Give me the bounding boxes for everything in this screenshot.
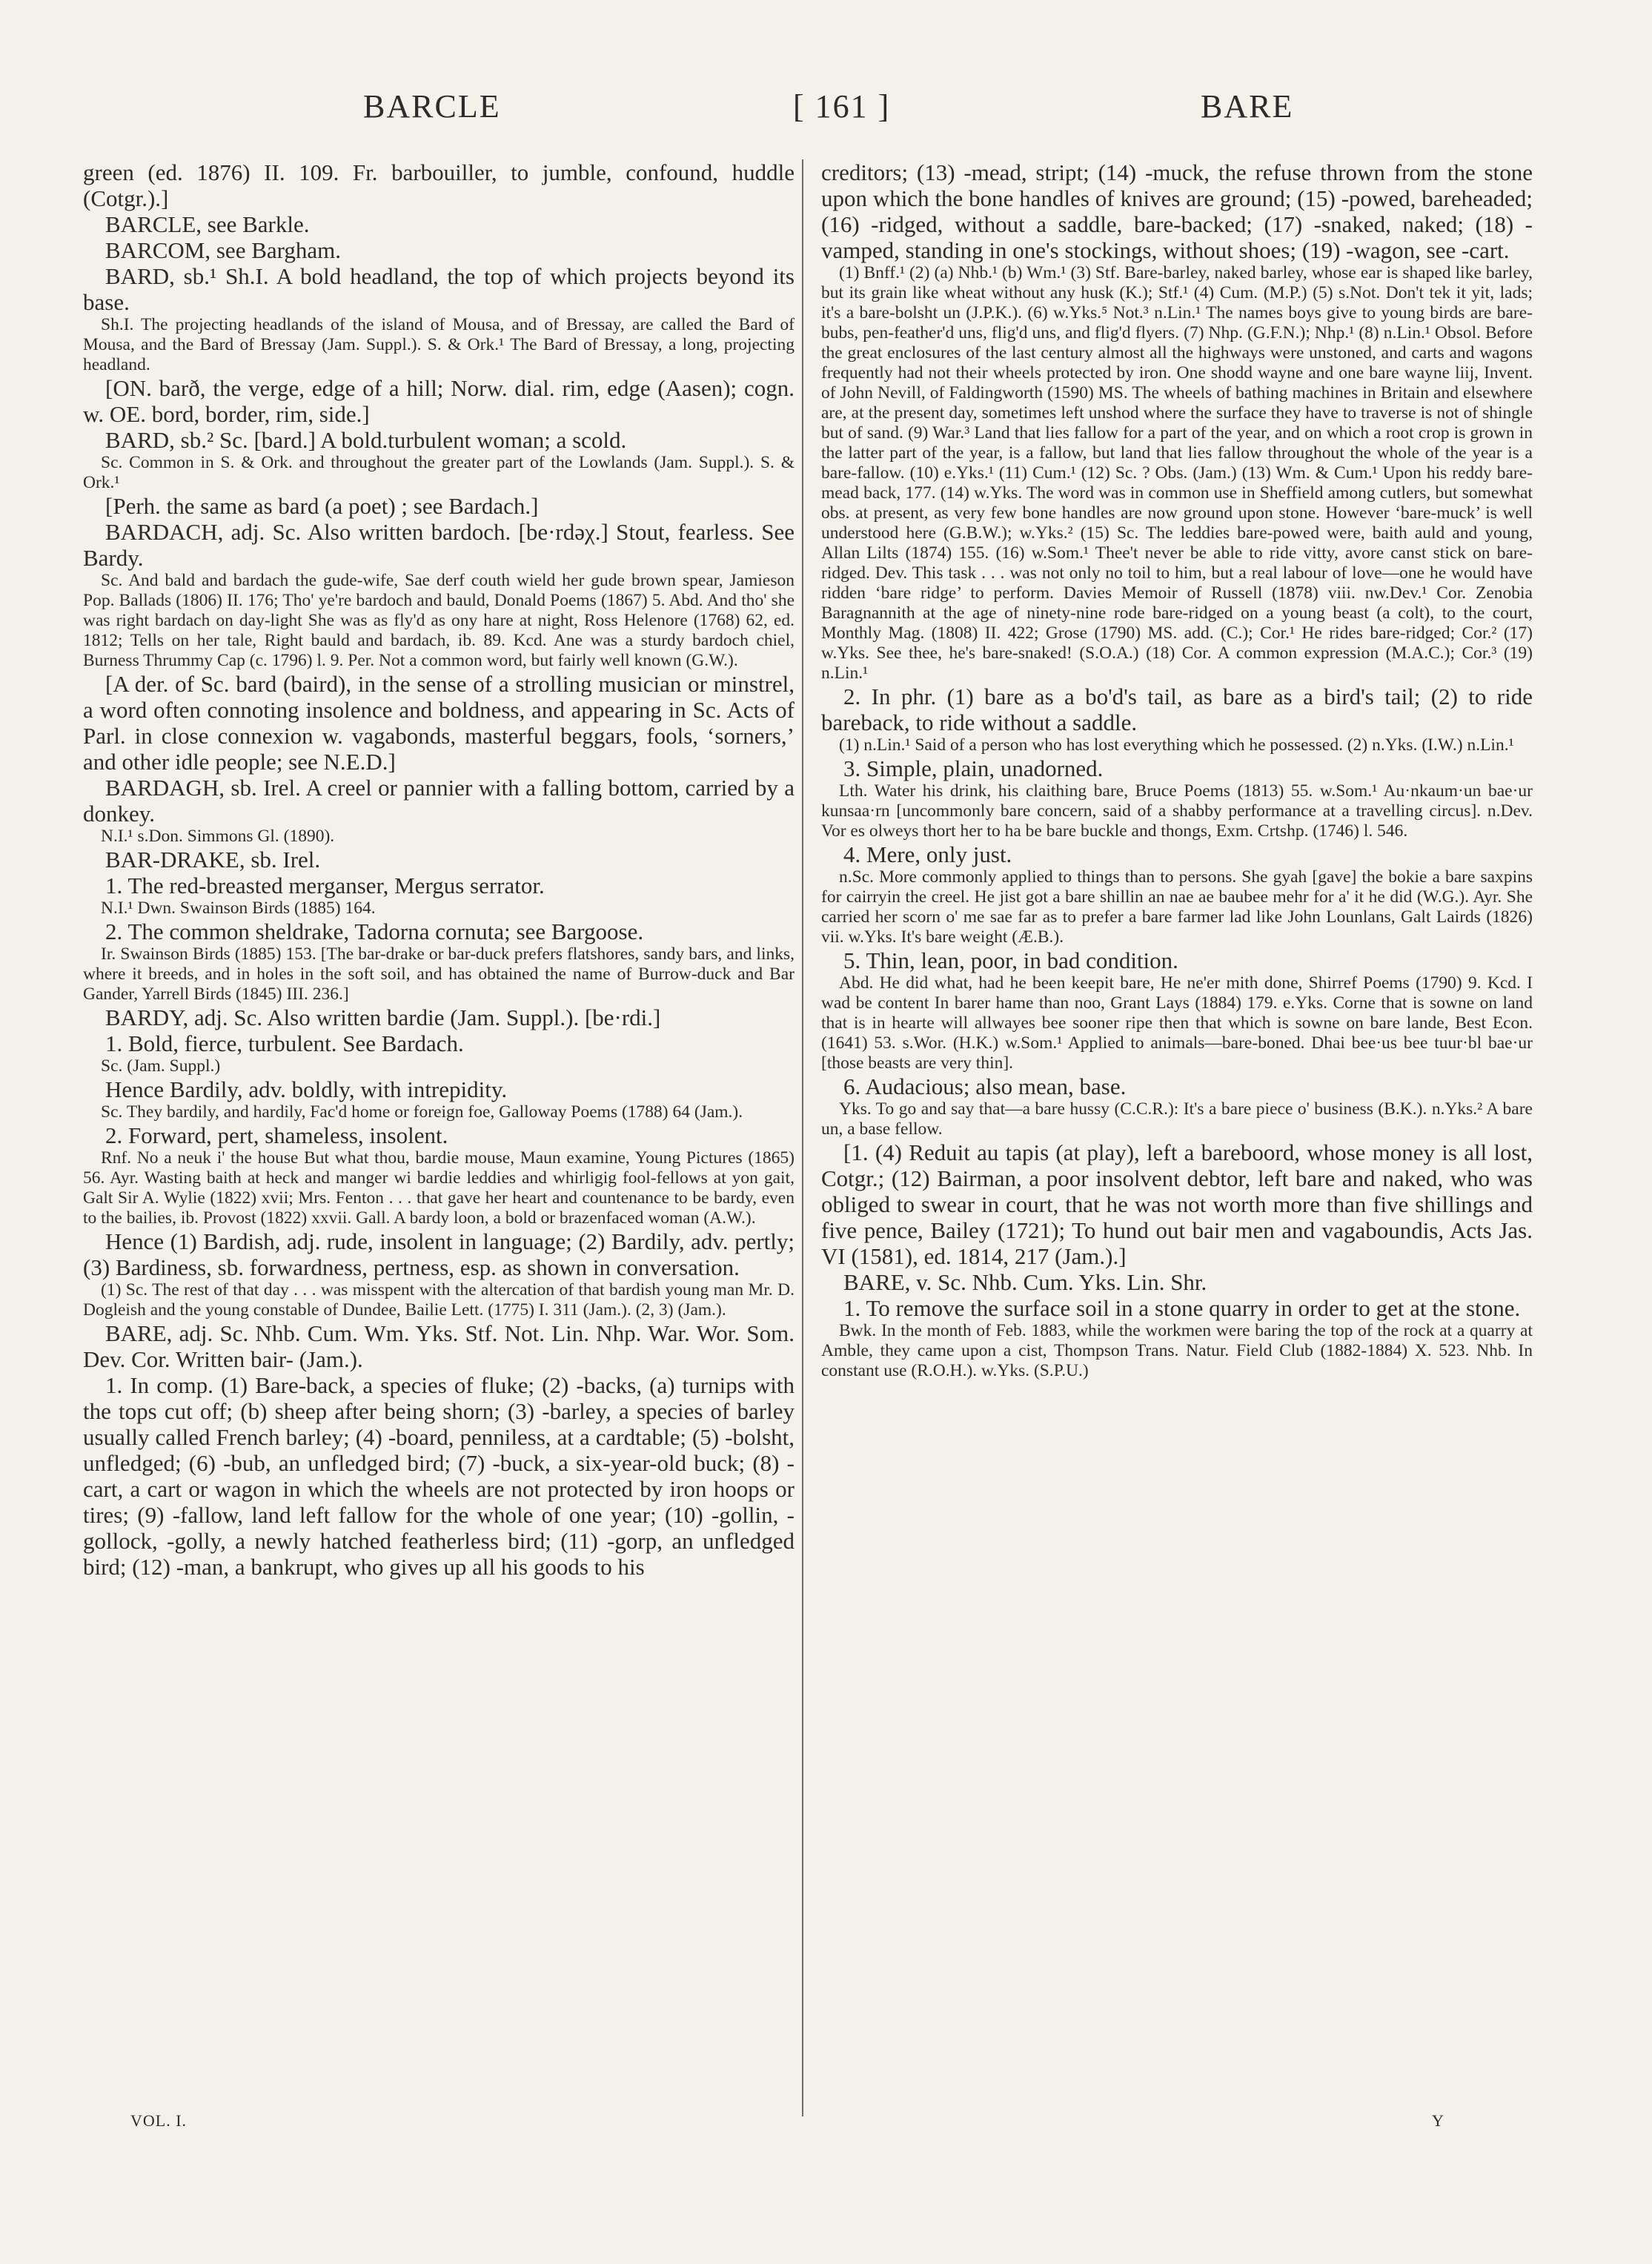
citation-paragraph: Rnf. No a neuk i' the house But what thou, bardie mouse, Maun examine, Young Pictures (1865) 56. Ayr. Wasting baith at heck and manger wi bardie leddies and whirligig fool-fellows at yon gait, Galt Sir A. Wylie (1822) xvii; Mrs. Fenton . . . that gave her heart and countenance to be bardy, even to the bailies, ib. Provost (1822) xxvii. Gall. A bardy loon, a bold or brazenfaced woman (A.W.). (83, 1148, 795, 1228)
citation-paragraph: Sh.I. The projecting headlands of the island of Mousa, and of Bressay, are called the Bard of Mousa, and the Bard of Bressay (Jam. Suppl.). S. & Ork.¹ The Bard of Bressay, a long, projecting headland. (83, 315, 795, 374)
citation-paragraph: (1) n.Lin.¹ Said of a person who has lost everything which he possessed. (2) n.Yks. (I.W.) n.Lin.¹ (839, 735, 1514, 755)
citation-paragraph: Sc. And bald and bardach the gude-wife, Sae derf couth wield her gude brown spear, Jamieson Pop. Ballads (1806) II. 176; Tho' ye're bardoch and bauld, Donald Poems (1867) 5. Abd. And tho' she was right bardach on day-light She was as fly'd as ony hare at night, Ross Helenore (1768) 62, ed. 1812; Tells on her tale, Right bauld and bardach, ib. 89. Kcd. Ane was a sturdy bardoch chiel, Burness Thrummy Cap (c. 1796) l. 9. Per. Not a common word, but fairly well known (G.W.). (83, 571, 795, 670)
right-column (821, 159, 1533, 2102)
entry-paragraph: [Perh. the same as bard (a poet) ; see Bardach.] (105, 493, 539, 519)
citation-paragraph: Abd. He did what, had he been keepit bare, He ne'er mith done, Shirref Poems (1790) 9. Kcd. I wad be content In barer hame than noo, Grant Lays (1884) 179. e.Yks. Corne that is sowne on land that is in hearte will allwayes bee sooner ripe then that which is sowne on bare lande, Best Econ. (1641) 53. s.Wor. (H.K.) w.Som.¹ Applied to animals—bare-boned. Dhai bee·us bee tuur·bl bae·ur [those beasts are very thin]. (821, 973, 1533, 1073)
entry-paragraph: BARD, sb.¹ Sh.I. A bold headland, the top of which projects beyond its base. (83, 263, 795, 315)
entry-paragraph: 2. In phr. (1) bare as a bo'd's tail, as bare as a bird's tail; (2) to ride bareback, to ride without a saddle. (821, 683, 1533, 735)
entry-paragraph: 1. Bold, fierce, turbulent. See Bardach. (105, 1030, 464, 1056)
left-column (83, 159, 795, 2102)
signature-mark: Y (1432, 2111, 1444, 2130)
entry-paragraph: 3. Simple, plain, unadorned. (843, 755, 1104, 781)
entry-paragraph: BARCLE, see Barkle. (105, 211, 310, 237)
citation-paragraph: (1) Bnff.¹ (2) (a) Nhb.¹ (b) Wm.¹ (3) Stf. Bare-barley, naked barley, whose ear is shaped like barley, but its grain like wheat without any husk (K.); Stf.¹ (4) Cum. (M.P.) (5) s.Not. Don't tek it yit, lads; it's a bare-bolsht un (J.P.K.). (6) w.Yks.⁵ Not.³ n.Lin.¹ The names boys give to young birds are bare-bubs, pen-feather'd uns, flig'd uns, and flig'd flyers. (7) Nhp. (G.F.N.); Nhp.¹ (8) n.Lin.¹ Obsol. Before the great enclosures of the last century almost all the highways were unstoned, and carts and wagons frequently had not their wheels protected by iron. One shodd wayne and one bare wayne liij, Invent. of John Nevill, of Faldingworth (1590) MS. The wheels of bathing machines in Britain and elsewhere are, at the present day, sometimes left unshod where the surface they have to traverse is not of shingle but of sand. (9) War.³ Land that lies fallow for a part of the year, and on which a root crop is grown in the latter part of the year, is a fallow, but land that lies fallow throughout the whole of the year is a bare-fallow. (10) e.Yks.¹ (11) Cum.¹ (12) Sc. ? Obs. (Jam.) (13) Wm. & Cum.¹ Upon his reddy bare-mead back, 177. (14) w.Yks. The word was in common use in Sheffield among cutlers, but somewhat obs. at present, as very few bone handles are now ground upon stone. However ‘bare-muck’ is well understood here (G.B.W.); w.Yks.² (15) Sc. The leddies bare-powed were, baith auld and young, Allan Lilts (1874) 155. (16) w.Som.¹ Thee't never be able to ride vitty, avore canst stick on bare-ridged. Dev. This task . . . was not only no toil to him, but a real labour of love—one he would have ridden ‘bare ridge’ to perform. Davies Memoir of Russell (1878) viii. nw.Dev.¹ Cor. Zenobia Baragnannith at the age of ninety-nine rode bare-ridged on a young beast (a colt), to the court, Monthly Mag. (1808) II. 422; Grose (1790) MS. add. (C.); Cor.¹ He rides bare-ridged; Cor.² (17) w.Yks. See thee, he's bare-snaked! (S.O.A.) (18) Cor. A common expression (M.A.C.); Cor.³ (19) n.Lin.¹ (821, 263, 1533, 683)
citation-paragraph: n.Sc. More commonly applied to things than to persons. She gyah [gave] the bokie a bare saxpins for cairryin the creel. He jist got a bare shillin an nae ae baubee mehr for a' it he did (W.G.). Ayr. She carried her scorn o' me sae far as to prefer a bare farmer lad like John Lounlans, Galt Lairds (1826) vii. w.Yks. It's bare weight (Æ.B.). (821, 867, 1533, 947)
entry-paragraph: 2. Forward, pert, shameless, insolent. (105, 1122, 448, 1148)
entry-paragraph: BARDACH, adj. Sc. Also written bardoch. [be·rdəχ.] Stout, fearless. See Bardy. (83, 519, 795, 571)
citation-paragraph: Sc. They bardily, and hardily, Fac'd home or foreign foe, Galloway Poems (1788) 64 (Jam.). (101, 1102, 743, 1122)
entry-paragraph: creditors; (13) -mead, stript; (14) -muck, the refuse thrown from the stone upon which the bone handles of knives are ground; (15) -powed, bareheaded; (16) -ridged, without a saddle, bare-backed; (17) -snaked, naked; (18) -vamped, standing in one's stockings, without shoes; (19) -wagon, see -cart. (821, 159, 1533, 263)
citation-paragraph: Sc. (Jam. Suppl.) (101, 1056, 221, 1076)
citation-paragraph: Ir. Swainson Birds (1885) 153. [The bar-drake or bar-duck prefers flatshores, sandy bars, and links, where it breeds, and in holes in the soft soil, and has obtained the name of Burrow-duck and Bar Gander, Yarrell Birds (1845) III. 236.] (83, 944, 795, 1004)
entry-paragraph: 1. In comp. (1) Bare-back, a species of fluke; (2) -backs, (a) turnips with the tops cut off; (b) sheep after being shorn; (3) -barley, a species of barley usually called French barley; (4) -board, penniless, at a cardtable; (5) -bolsht, unfledged; (6) -bub, an unfledged bird; (7) -buck, a six-year-old buck; (8) -cart, a cart or wagon in which the wheels are not protected by iron hoops or tires; (9) -fallow, land left fallow for the whole of one year; (10) -gollin, -gollock, -golly, a newly hatched featherless bird; (11) -gorp, an unfledged bird; (12) -man, a bankrupt, who gives up all his goods to his (83, 1372, 795, 1580)
entry-paragraph: 5. Thin, lean, poor, in bad condition. (843, 947, 1178, 973)
entry-paragraph: [ON. barð, the verge, edge of a hill; Norw. dial. rim, edge (Aasen); cogn. w. OE. bord, border, rim, side.] (83, 375, 795, 427)
entry-paragraph: Hence (1) Bardish, adj. rude, insolent in language; (2) Bardily, adv. pertly; (3) Bardiness, sb. forwardness, pertness, esp. as shown in conversation. (83, 1228, 795, 1280)
running-head-left: BARCLE (363, 88, 501, 125)
entry-paragraph: 2. The common sheldrake, Tadorna cornuta; see Bargoose. (105, 918, 644, 944)
citation-paragraph: Lth. Water his drink, his claithing bare, Bruce Poems (1813) 55. w.Som.¹ Au·nkaum·un bae·ur kunsaa·rn [uncommonly bare concern, said of a shabby performance at a travelling circus]. n.Dev. Vor es olweys thort her to ha be bare buckle and thongs, Exm. Crtshp. (1746) l. 546. (821, 781, 1533, 841)
citation-paragraph: Sc. Common in S. & Ork. and throughout the greater part of the Lowlands (Jam. Suppl.). S. & Ork.¹ (83, 453, 795, 492)
entry-paragraph: 1. The red-breasted merganser, Mergus serrator. (105, 873, 545, 898)
running-head-right: BARE (1201, 88, 1294, 125)
entry-paragraph: [1. (4) Reduit au tapis (at play), left a bareboord, whose money is all lost, Cotgr.; (12) Bairman, a poor insolvent debtor, left bare and naked, who was obliged to swear in court, that he was not worth more than five shillings and five pence, Bailey (1721); To hund out bair men and vagaboundis, Acts Jas. VI (1581), ed. 1814, 217 (Jam.).] (821, 1139, 1533, 1269)
entry-paragraph: BAR-DRAKE, sb. Irel. (105, 847, 321, 873)
entry-paragraph: BARDY, adj. Sc. Also written bardie (Jam. Suppl.). [be·rdi.] (105, 1004, 661, 1030)
entry-paragraph: BARE, v. Sc. Nhb. Cum. Yks. Lin. Shr. (843, 1269, 1207, 1295)
entry-paragraph: 4. Mere, only just. (843, 841, 1012, 867)
entry-paragraph: Hence Bardily, adv. boldly, with intrepidity. (105, 1076, 508, 1102)
citation-paragraph: Bwk. In the month of Feb. 1883, while the workmen were baring the top of the rock at a quarry at Amble, they came upon a cist, Thompson Trans. Natur. Field Club (1882-1884) X. 523. Nhb. In constant use (R.O.H.). w.Yks. (S.P.U.) (821, 1321, 1533, 1380)
citation-paragraph: Yks. To go and say that—a bare hussy (C.C.R.): It's a bare piece o' business (B.K.). n.Yks.² A bare un, a base fellow. (821, 1099, 1533, 1139)
citation-paragraph: N.I.¹ s.Don. Simmons Gl. (1890). (101, 827, 335, 846)
running-head (82, 87, 1571, 139)
entry-paragraph: BARDAGH, sb. Irel. A creel or pannier with a falling bottom, carried by a donkey. (83, 775, 795, 827)
entry-paragraph: [A der. of Sc. bard (baird), in the sense of a strolling musician or minstrel, a word often connoting insolence and boldness, and appearing in Sc. Acts of Parl. in close connexion w. vagabonds, masterful beggars, fools, ‘sorners,’ and other idle people; see N.E.D.] (83, 671, 795, 775)
entry-paragraph: BARCOM, see Bargham. (105, 237, 342, 263)
page-number: [ 161 ] (793, 88, 891, 125)
entry-paragraph: BARE, adj. Sc. Nhb. Cum. Wm. Yks. Stf. Not. Lin. Nhp. War. Wor. Som. Dev. Cor. Written bair- (Jam.). (83, 1320, 795, 1372)
volume-mark: VOL. I. (130, 2111, 188, 2130)
entry-paragraph: 1. To remove the surface soil in a stone quarry in order to get at the stone. (843, 1295, 1521, 1321)
entry-paragraph: BARD, sb.² Sc. [bard.] A bold.turbulent woman; a scold. (105, 427, 627, 453)
citation-paragraph: (1) Sc. The rest of that day . . . was misspent with the altercation of that bardish young man Mr. D. Dogleish and the young constable of Dundee, Bailie Lett. (1775) I. 311 (Jam.). (2, 3) (Jam.). (83, 1280, 795, 1320)
entry-paragraph: 6. Audacious; also mean, base. (843, 1073, 1127, 1099)
column-divider (802, 159, 803, 2116)
entry-paragraph: green (ed. 1876) II. 109. Fr. barbouiller, to jumble, confound, huddle (Cotgr.).] (83, 159, 795, 211)
citation-paragraph: N.I.¹ Dwn. Swainson Birds (1885) 164. (101, 898, 376, 918)
